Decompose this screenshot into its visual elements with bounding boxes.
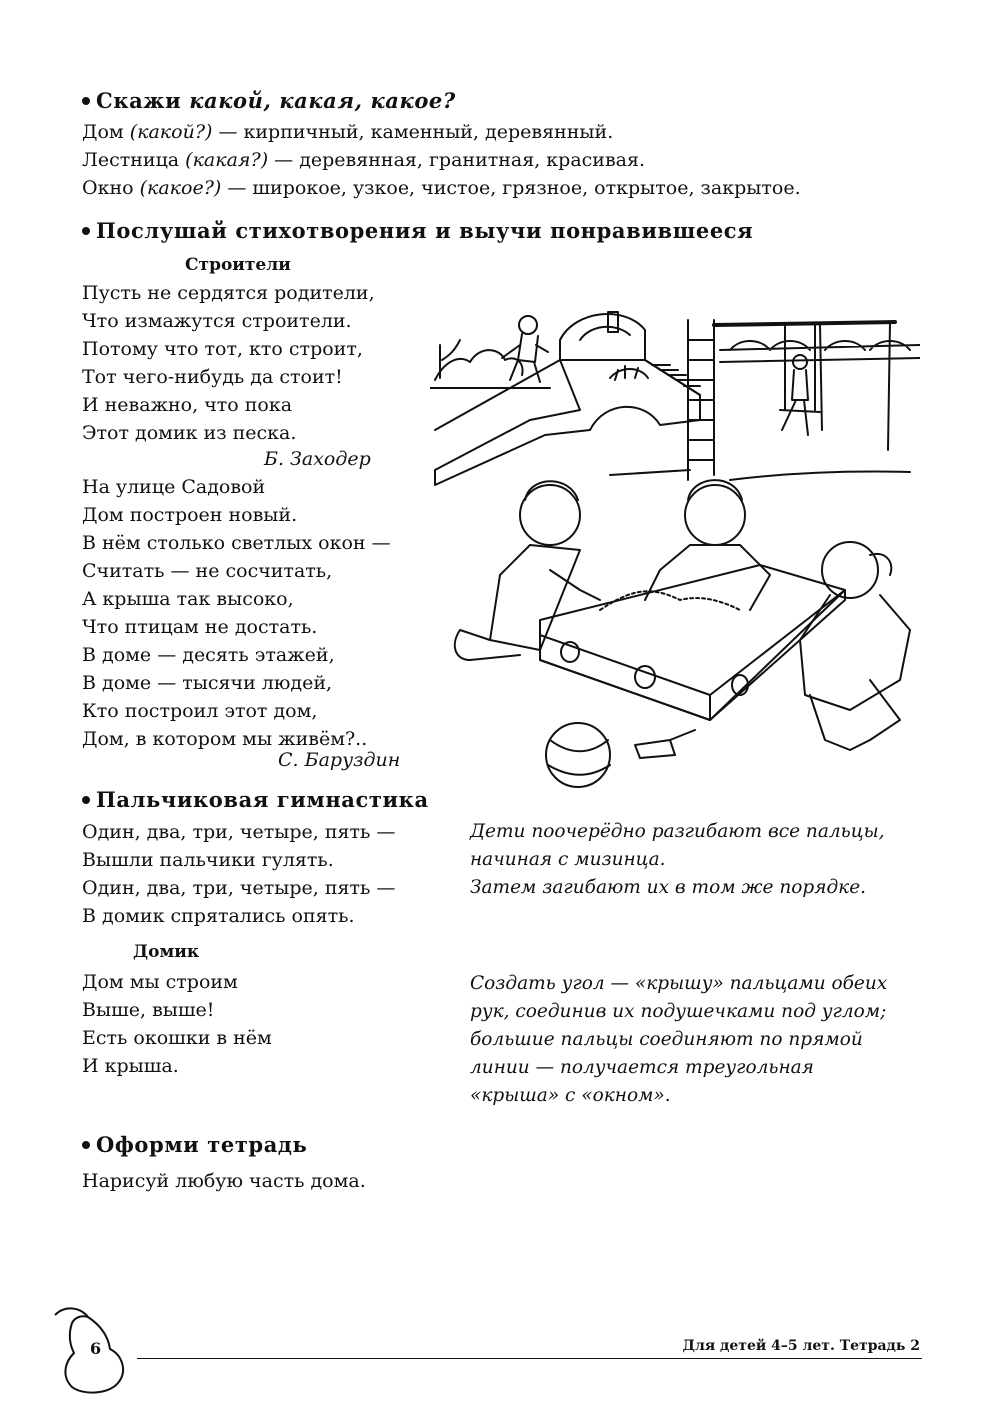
poem-title: Строители (185, 255, 291, 275)
section-heading-finger-gymnastics: Пальчиковая гимнастика (82, 787, 429, 812)
instruction-line: Дети поочерёдно разгибают все пальцы, (470, 821, 885, 842)
footer-caption: Для детей 4–5 лет. Тетрадь 2 (682, 1338, 920, 1354)
finger-instruction-1 (470, 818, 885, 902)
verse-line: И крыша. (82, 1055, 179, 1077)
verse-line: В домик спрятались опять. (82, 905, 355, 927)
poem-line: А крыша так высоко, (82, 588, 294, 610)
notebook-task: Нарисуй любую часть дома. (82, 1170, 366, 1192)
verse-line: Выше, выше! (82, 999, 215, 1021)
finger-verse-2 (82, 968, 272, 1080)
poem-line: Кто построил этот дом, (82, 700, 318, 722)
bullet-icon (82, 1141, 90, 1149)
verse-line: Вышли пальчики гулять. (82, 849, 334, 871)
verse-line: Один, два, три, четыре, пять — (82, 877, 396, 899)
instruction-line: линии — получается треугольная (470, 1057, 814, 1078)
adjective-line: Окно (какое?) — широкое, узкое, чистое, грязное, открытое, закрытое. (82, 177, 801, 199)
verse-line: Один, два, три, четыре, пять — (82, 821, 396, 843)
poem-line: Что птицам не достать. (82, 616, 318, 638)
poem-builders (82, 279, 375, 447)
instruction-line: «крыша» с «окном». (470, 1085, 671, 1106)
poem-line: Тот чего-нибудь да стоит! (82, 366, 343, 388)
poem-line: В нём столько светлых окон — (82, 532, 391, 554)
section-heading-poems: Послушай стихотворения и выучи понравившееся (82, 218, 753, 243)
instruction-line: начиная с мизинца. (470, 849, 666, 870)
poem-line: Дом, в котором мы живём?.. (82, 728, 368, 750)
footer-rule (137, 1358, 922, 1359)
section-heading-notebook: Оформи тетрадь (82, 1132, 307, 1157)
instruction-line: Затем загибают их в том же порядке. (470, 877, 867, 898)
bullet-icon (82, 227, 90, 235)
verse-line: Есть окошки в нём (82, 1027, 272, 1049)
bullet-icon (82, 97, 90, 105)
finger-verse-1 (82, 818, 395, 930)
playground-sandbox-illustration (430, 300, 920, 800)
adjectives-block (82, 118, 801, 202)
poem-line: Пусть не сердятся родители, (82, 282, 375, 304)
poem-line: Считать — не сосчитать, (82, 560, 333, 582)
poem-new-house (82, 473, 391, 753)
poem-line: Этот домик из песка. (82, 422, 297, 444)
poem-line: Что измажутся строители. (82, 310, 352, 332)
adjective-line: Дом (какой?) — кирпичный, каменный, деревянный. (82, 121, 614, 143)
section-heading-say-which: Скажи какой, какая, какое? (82, 88, 456, 113)
poem-line: И неважно, что пока (82, 394, 293, 416)
instruction-line: Создать угол — «крышу» пальцами обеих (470, 973, 888, 994)
poem-author: С. Баруздин (278, 749, 401, 771)
poem-line: В доме — десять этажей, (82, 644, 335, 666)
adjective-line: Лестница (какая?) — деревянная, гранитная, красивая. (82, 149, 646, 171)
verse-line: Дом мы строим (82, 971, 238, 993)
verse-title: Домик (133, 942, 200, 962)
poem-author: Б. Заходер (264, 448, 371, 470)
finger-instruction-2 (470, 970, 887, 1110)
poem-line: На улице Садовой (82, 476, 266, 498)
page-number: 6 (90, 1339, 102, 1358)
poem-line: Потому что тот, кто строит, (82, 338, 363, 360)
poem-line: В доме — тысячи людей, (82, 672, 333, 694)
bullet-icon (82, 796, 90, 804)
poem-line: Дом построен новый. (82, 504, 298, 526)
instruction-line: большие пальцы соединяют по прямой (470, 1029, 863, 1050)
instruction-line: рук, соединив их подушечками под углом; (470, 1001, 887, 1022)
